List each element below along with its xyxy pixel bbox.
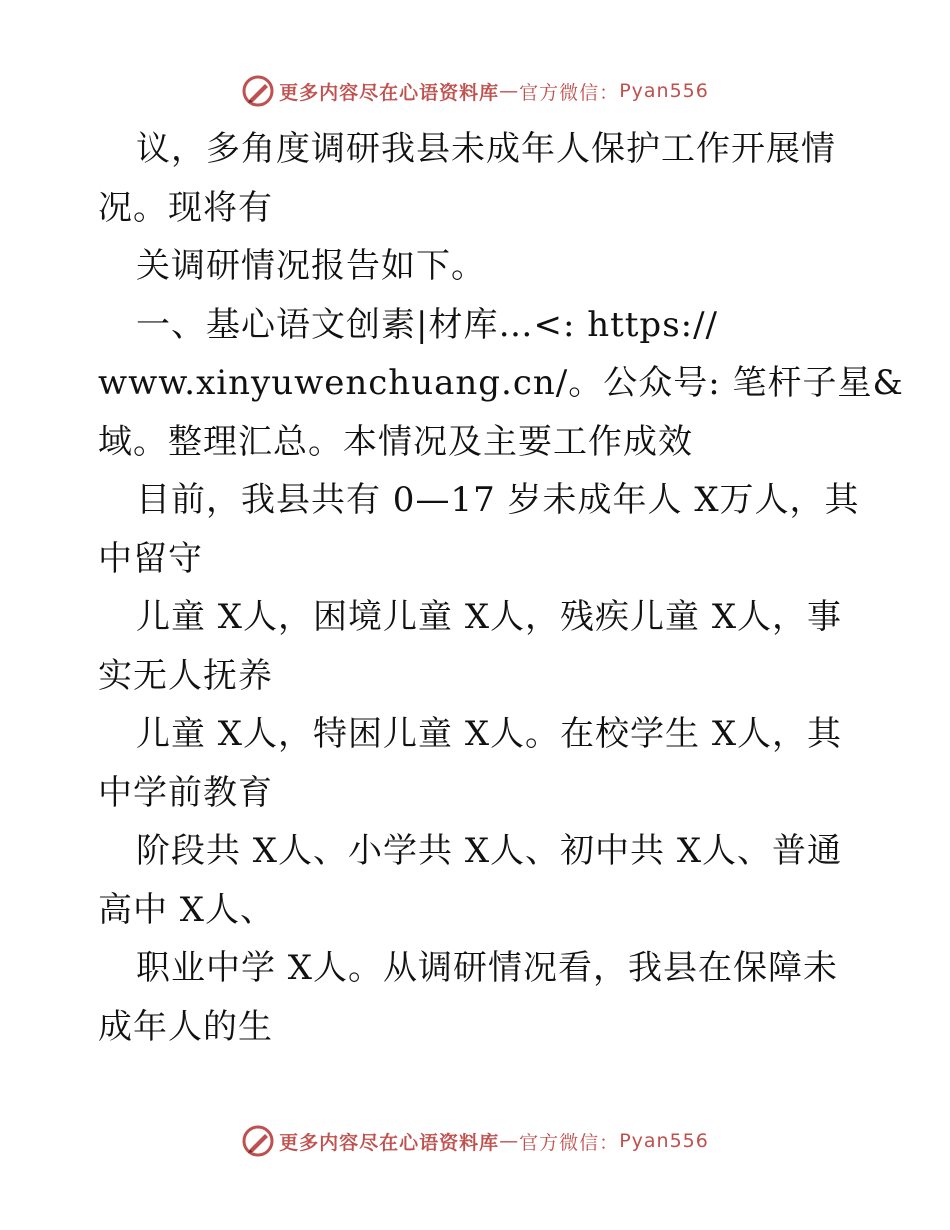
text-line: 目前，我县共有 0—17 岁未成年人 X万人，其 — [136, 480, 860, 520]
text-line: 职业中学 X人。从调研情况看，我县在保障未 — [136, 948, 839, 988]
text-line: 阶段共 X人、小学共 X人、初中共 X人、普通 — [136, 831, 843, 871]
text-line: 议，多角度调研我县未成年人保护工作开展情 — [136, 129, 836, 169]
document-body — [98, 120, 904, 1056]
text-line: www.xinyuwenchuang.cn/。公众号: 笔杆子星& — [98, 363, 904, 403]
text-line: 域。整理汇总。本情况及主要工作成效 — [98, 421, 693, 462]
header-watermark — [0, 74, 950, 108]
watermark-wechat-id: Pyan556 — [619, 80, 709, 102]
text-line: 儿童 X人，困境儿童 X人，残疾儿童 X人，事 — [136, 597, 843, 637]
watermark-brand: 更多内容尽在心语资料库 — [279, 81, 500, 104]
text-line: 儿童 X人，特困儿童 X人。在校学生 X人，其 — [136, 714, 843, 754]
watermark-separator: — — [499, 80, 520, 102]
text-line: 高中 X人、 — [98, 889, 276, 930]
watermark-brand: 更多内容尽在心语资料库 — [279, 1131, 500, 1154]
watermark-separator: — — [499, 1130, 520, 1152]
watermark-official-label: 官方微信： — [519, 81, 620, 104]
text-line: 况。现将有 — [98, 187, 273, 228]
footer-watermark — [0, 1124, 950, 1158]
text-line: 成年人的生 — [98, 1006, 273, 1047]
pen-logo-icon — [241, 74, 275, 108]
text-line: 实无人抚养 — [98, 655, 273, 696]
watermark-wechat-id: Pyan556 — [619, 1130, 709, 1152]
text-line: 关调研情况报告如下。 — [136, 246, 486, 286]
text-line: 中学前教育 — [98, 772, 273, 813]
pen-logo-icon — [241, 1124, 275, 1158]
text-line: 一、基心语文创素|材库…<: https:// — [136, 304, 719, 345]
watermark-official-label: 官方微信： — [519, 1131, 620, 1154]
text-line: 中留守 — [98, 538, 203, 579]
